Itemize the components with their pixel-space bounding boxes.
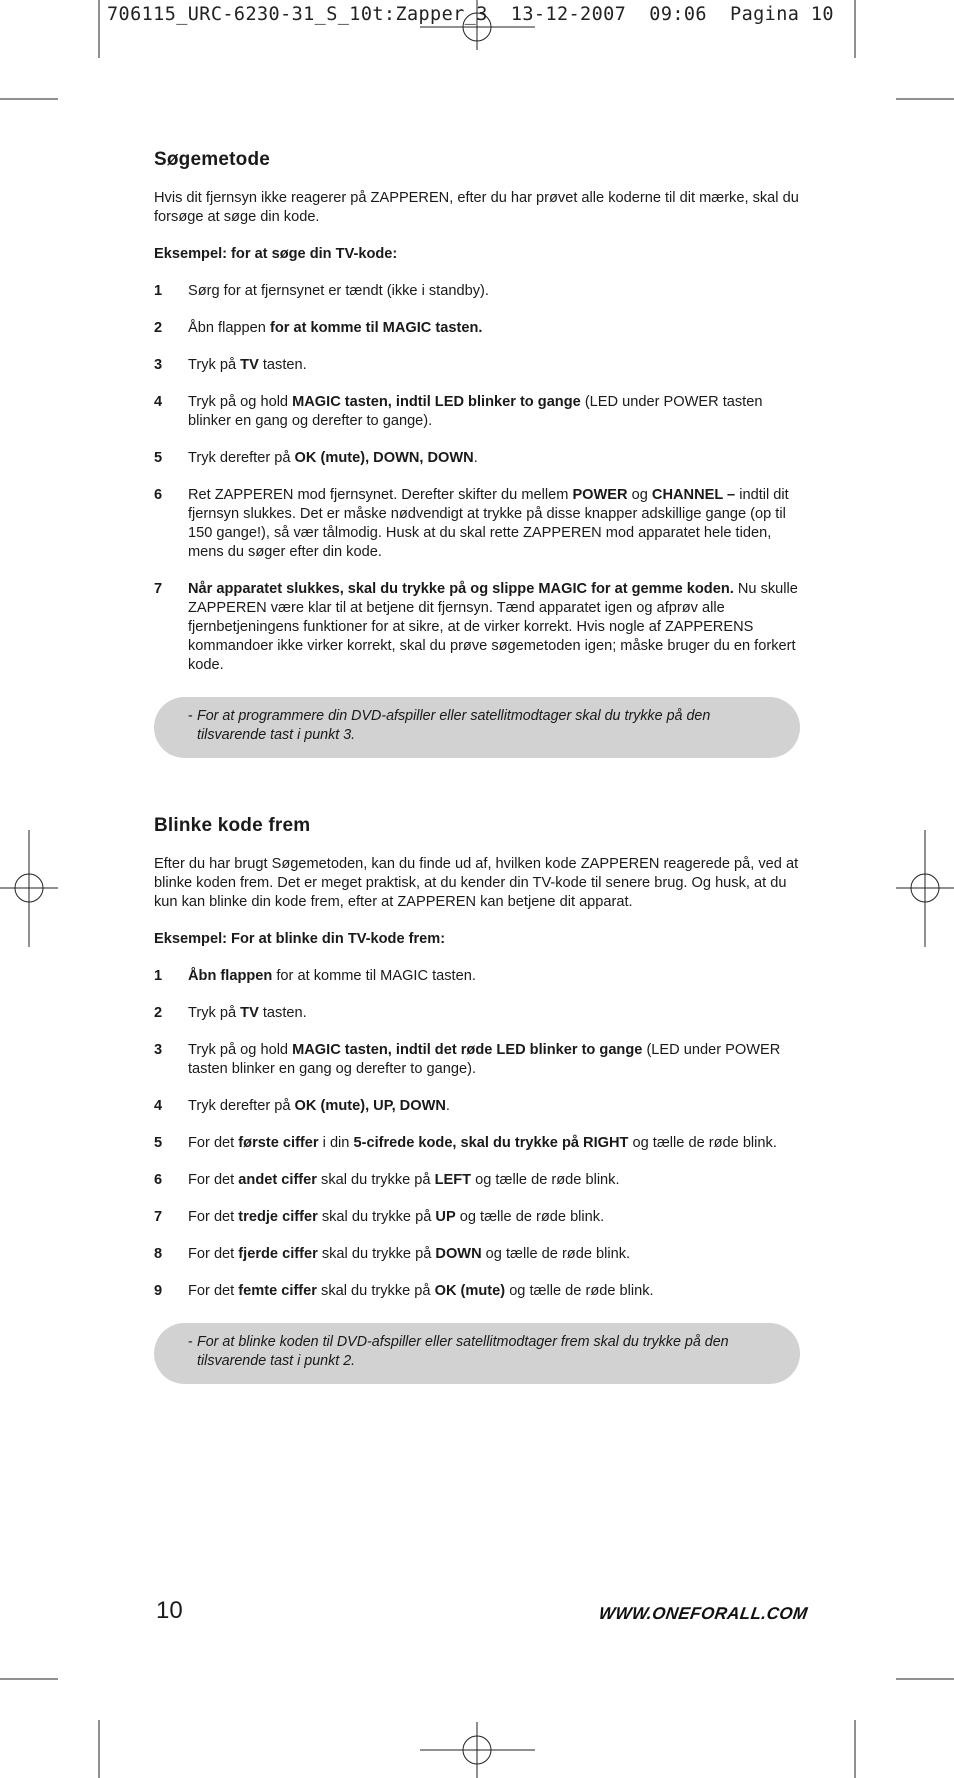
step-item (154, 1041, 804, 1079)
example-heading: Eksempel: for at søge din TV-kode: (154, 246, 398, 262)
step-text: Tryk på og hold (188, 1042, 293, 1058)
step-text: Tryk derefter på (188, 1098, 295, 1114)
step-text-bold: tredje ciffer (238, 1209, 318, 1225)
page-number: 10 (156, 1597, 183, 1624)
step-text: (LED under POWER tasten blinker en gang og derefter to gange). (188, 394, 763, 429)
step-text-bold: DOWN (435, 1246, 482, 1262)
step-item (154, 393, 804, 431)
steps-list (154, 967, 804, 1301)
note-text: - For at blinke koden til DVD-afspiller eller satellitmodtager frem skal du trykke på den tilsvarende tast i punkt 2. (188, 1333, 778, 1371)
step-text: Nu skulle ZAPPEREN være klar til at betjene dit fjernsyn. Tænd apparatet igen og afprøv alle fjernbetjeningens funktioner for at sikre, at de virker korrekt. Hvis nogle af ZAPPERENS kommandoer ikke virker korrekt, skal du prøve søgemetoden igen; måske bruger du en forkert kode. (188, 581, 798, 673)
step-item (154, 282, 804, 301)
step-text: . (445, 1098, 450, 1114)
step-text-bold: TV (240, 357, 259, 373)
step-item (154, 1097, 804, 1116)
step-item (154, 319, 804, 338)
step-number: 2 (154, 320, 163, 336)
step-number: 6 (154, 1172, 163, 1188)
step-text: og tælle de røde blink. (455, 1209, 605, 1225)
step-text: Tryk på (188, 357, 241, 373)
step-number: 2 (154, 1005, 163, 1021)
step-text: Tryk på (188, 1005, 241, 1021)
step-item (154, 967, 804, 986)
step-text: skal du trykke på (317, 1209, 436, 1225)
step-text-bold: andet ciffer (238, 1172, 317, 1188)
step-text-bold: 5-cifrede kode, skal du trykke på RIGHT (353, 1135, 629, 1151)
step-number: 7 (154, 1209, 163, 1225)
step-text-bold: LEFT (434, 1172, 472, 1188)
section-title: Søgemetode (154, 149, 271, 170)
step-text: indtil dit fjernsyn slukkes. Det er måske nødvendigt at trykke på disse knapper adskillige gange (op til 150 gange!), så vær tålmodig. Husk at du skal rette ZAPPEREN mod apparatet hele tiden, mens du søger efter din kode. (188, 487, 789, 560)
step-text-bold: POWER (572, 487, 628, 503)
step-text: for at komme til MAGIC tasten. (272, 968, 476, 984)
step-text: Tryk på og hold (188, 394, 293, 410)
step-item (154, 1134, 804, 1153)
section-blink-code (154, 816, 804, 1384)
step-item (154, 580, 804, 675)
step-text: skal du trykke på (316, 1283, 435, 1299)
step-text: For det (188, 1135, 239, 1151)
step-item (154, 486, 804, 562)
step-text: og (627, 487, 652, 503)
step-item (154, 1004, 804, 1023)
step-text: For det (188, 1283, 239, 1299)
step-text: . (473, 450, 478, 466)
step-text: tasten. (258, 1005, 307, 1021)
step-number: 8 (154, 1246, 163, 1262)
step-text-bold: TV (240, 1005, 259, 1021)
step-text: og tælle de røde blink. (628, 1135, 777, 1151)
step-number: 1 (154, 968, 163, 984)
step-number: 3 (154, 1042, 163, 1058)
step-text-bold: OK (mute), UP, DOWN (294, 1098, 446, 1114)
steps-list (154, 282, 804, 675)
step-number: 3 (154, 357, 163, 373)
step-number: 1 (154, 283, 163, 299)
note-text: - For at programmere din DVD-afspiller eller satellitmodtager skal du trykke på den tilsvarende tast i punkt 3. (188, 707, 778, 745)
step-text-bold: MAGIC tasten, indtil LED blinker to gange (292, 394, 581, 410)
step-text: (LED under POWER tasten blinker en gang og derefter to gange). (188, 1042, 781, 1077)
step-text-bold: MAGIC tasten, indtil det røde LED blinker to gange (292, 1042, 643, 1058)
step-text: For det (188, 1172, 239, 1188)
step-text-bold: for at komme til MAGIC tasten. (269, 320, 483, 336)
step-text-bold: Når apparatet slukkes, skal du trykke på og slippe MAGIC for at gemme koden. (188, 581, 734, 597)
step-text-bold: OK (mute) (434, 1283, 506, 1299)
step-item (154, 1171, 804, 1190)
step-text: Ret ZAPPEREN mod fjernsynet. Derefter skifter du mellem (188, 487, 573, 503)
step-text: i din (318, 1135, 354, 1151)
step-item (154, 356, 804, 375)
step-number: 5 (154, 1135, 163, 1151)
step-number: 5 (154, 450, 163, 466)
step-number: 4 (154, 394, 163, 410)
step-text: Tryk derefter på (188, 450, 295, 466)
step-item (154, 1208, 804, 1227)
step-text: og tælle de røde blink. (471, 1172, 620, 1188)
step-number: 4 (154, 1098, 163, 1114)
step-text-bold: fjerde ciffer (238, 1246, 318, 1262)
website-url: WWW.ONEFORALL.COM (597, 1604, 809, 1623)
step-text: og tælle de røde blink. (481, 1246, 631, 1262)
step-text: tasten. (258, 357, 307, 373)
step-text-bold: UP (435, 1209, 456, 1225)
example-heading: Eksempel: For at blinke din TV-kode frem: (154, 931, 446, 947)
step-number: 6 (154, 487, 163, 503)
step-text: For det (188, 1209, 239, 1225)
step-item (154, 1245, 804, 1264)
intro-paragraph: Efter du har brugt Søgemetoden, kan du finde ud af, hvilken kode ZAPPEREN reagerede på, ved at blinke koden frem. Det er meget praktisk, at du kender din TV-kode til senere brug. Og husk, at du kun kan blinke din kode frem, efter at ZAPPEREN kan betjene dit apparat. (154, 856, 799, 910)
step-text-bold: OK (mute), DOWN, DOWN (294, 450, 474, 466)
note-box (154, 697, 800, 758)
step-text-bold: første ciffer (238, 1135, 319, 1151)
intro-paragraph: Hvis dit fjernsyn ikke reagerer på ZAPPEREN, efter du har prøvet alle koderne til dit mærke, skal du forsøge at søge din kode. (154, 190, 799, 225)
step-text-bold: Åbn flappen (188, 968, 273, 984)
section-search-method (154, 150, 804, 758)
step-text-bold: CHANNEL – (651, 487, 736, 503)
step-text: skal du trykke på (317, 1246, 436, 1262)
section-title: Blinke kode frem (154, 815, 311, 836)
step-text: og tælle de røde blink. (505, 1283, 654, 1299)
step-number: 7 (154, 581, 163, 597)
step-item (154, 1282, 804, 1301)
step-text: For det (188, 1246, 239, 1262)
step-text: Sørg for at fjernsynet er tændt (ikke i standby). (188, 283, 489, 299)
step-text: skal du trykke på (316, 1172, 435, 1188)
step-item (154, 449, 804, 468)
print-slug-header: 706115_URC-6230-31_S_10t:Zapper_3 13-12-2007 09:06 Pagina 10 (107, 4, 834, 25)
note-box (154, 1323, 800, 1384)
step-text: Åbn flappen (188, 320, 270, 336)
step-text-bold: femte ciffer (238, 1283, 317, 1299)
step-number: 9 (154, 1283, 163, 1299)
